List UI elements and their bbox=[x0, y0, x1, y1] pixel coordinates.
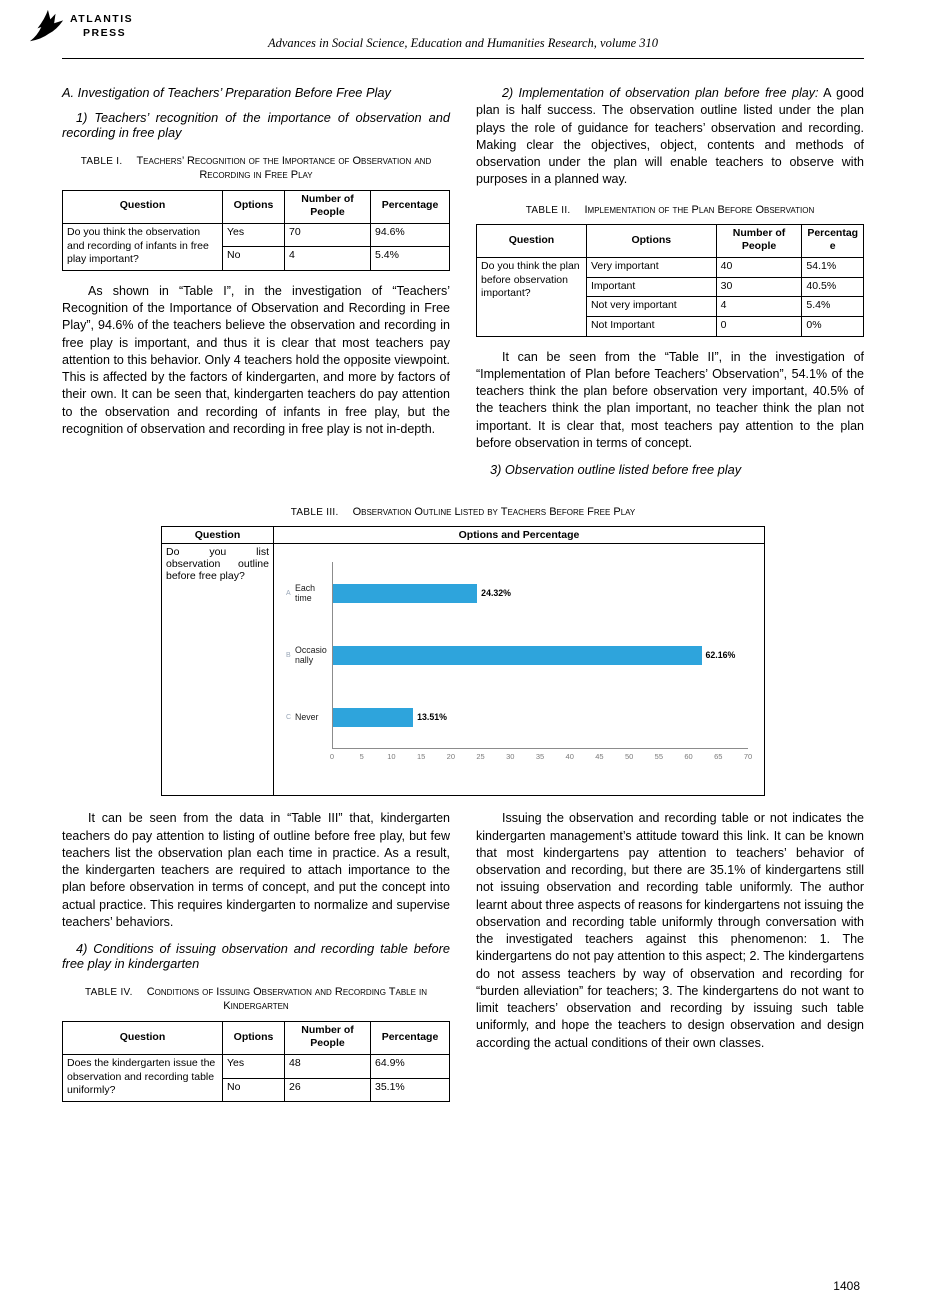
chart-bar bbox=[333, 708, 413, 727]
chart-x-tick: 40 bbox=[565, 752, 574, 762]
logo-line2: PRESS bbox=[83, 27, 127, 40]
table2-number-cell: 0 bbox=[716, 317, 802, 337]
table1-percentage-cell: 5.4% bbox=[371, 247, 450, 270]
table2-number-cell: 40 bbox=[716, 258, 802, 278]
table2-header-options: Options bbox=[586, 224, 716, 257]
chart-category-letter: A bbox=[286, 589, 291, 597]
page-number: 1408 bbox=[833, 1279, 860, 1293]
logo-line1: ATLANTIS bbox=[70, 13, 134, 25]
chart-x-tick: 70 bbox=[743, 752, 753, 762]
chart-value-label: 62.16% bbox=[705, 650, 736, 661]
table1-percentage-cell: 94.6% bbox=[371, 223, 450, 246]
table3-caption-label: TABLE III. bbox=[290, 507, 339, 519]
chart-category-letter: C bbox=[286, 713, 292, 721]
table4-header-options: Options bbox=[223, 1021, 285, 1054]
subsection-2-heading: 2) Implementation of observation plan before free play: bbox=[502, 86, 819, 100]
chart-x-tick: 0 bbox=[329, 752, 335, 762]
subsection-2-text: A good plan is half success. The observation outline listed under the plan plays the role of guidance for teachers’ observation and recording. Making clear the objectives, object, contents and methods of observation under the plan will enable teachers to observe with purposes in a planned way. bbox=[476, 86, 864, 187]
chart-plot bbox=[332, 562, 748, 749]
chart-bar-row bbox=[333, 562, 748, 624]
table4-caption bbox=[68, 985, 444, 1014]
chart-x-tick: 5 bbox=[359, 752, 364, 762]
table1-caption bbox=[68, 154, 444, 183]
left-column-bottom bbox=[62, 810, 450, 1102]
table-row bbox=[63, 1055, 450, 1078]
table4-caption-text: Conditions of Issuing Observation and Recording Table in Kindergarten bbox=[146, 986, 428, 1013]
table-row bbox=[63, 223, 450, 246]
chart-category-name: Occasionally bbox=[295, 645, 327, 666]
subsection-1-heading: 1) Teachers’ recognition of the importance of observation and recording in free play bbox=[62, 110, 450, 140]
chart-axis-spacer bbox=[286, 749, 335, 763]
chart-x-tick: 10 bbox=[387, 752, 396, 762]
table2-caption bbox=[482, 203, 858, 217]
table2-caption-text: Implementation of the Plan Before Observation bbox=[584, 203, 815, 216]
table-3 bbox=[161, 526, 765, 796]
table4-percentage-cell: 64.9% bbox=[371, 1055, 450, 1078]
chart-category-name: Never bbox=[295, 712, 319, 723]
atlantis-press-logo bbox=[28, 8, 133, 46]
table4-number-cell: 26 bbox=[285, 1078, 371, 1101]
chart-x-tick: 20 bbox=[446, 752, 456, 762]
chart-x-tick: 45 bbox=[595, 752, 604, 762]
table-row bbox=[477, 258, 864, 278]
table4-number-cell: 48 bbox=[285, 1055, 371, 1078]
paragraph-sub2 bbox=[476, 85, 864, 189]
table3-block bbox=[161, 505, 765, 796]
table4-header-number: Number of People bbox=[285, 1021, 371, 1054]
chart-x-axis bbox=[329, 749, 753, 763]
chart-axis-row bbox=[286, 749, 753, 763]
chart-x-tick: 50 bbox=[624, 752, 634, 762]
table2-option-cell: Not Important bbox=[586, 317, 716, 337]
chart-bar bbox=[333, 584, 477, 603]
table1-caption-text: Teachers’ Recognition of the Importance of Observation and Recording in Free Play bbox=[136, 155, 432, 182]
paragraph-table1-discussion: As shown in “Table I”, in the investigation of “Teachers’ Recognition of the Importance of Observation and Recording in Free Play”, 94.6% of the teachers believe the observation and recording in free play is important, and thus it is clear that most teachers pay attention to this behavior. Only 4 teachers hold the opposite viewpoint. This is affected by the factors of kindergarten, and more by factors of their own. It can be seen that, kindergarten teachers do pay attention to the observation and recording of infants in free play, but the recognition of observation and recording in free play is not in-depth. bbox=[62, 283, 450, 436]
table2-percentage-cell: 54.1% bbox=[802, 258, 864, 278]
table3-question-cell: Do you list observation outline before free play? bbox=[162, 544, 274, 796]
table4-header-question: Question bbox=[63, 1021, 223, 1054]
table4-question-cell: Does the kindergarten issue the observation and recording table uniformly? bbox=[63, 1055, 223, 1102]
paragraph-issuing-discussion: Issuing the observation and recording table or not indicates the kindergarten management’s attitude toward this link. It can be known that most kindergartens pay attention to teachers’ behavior of observation and recording, but there are 35.1% of kindergartens still not issuing observation and recording table uniformly. The author learnt about three aspects of reasons for kindergartens not issuing the observation and recording table uniformly through conversation with the investigated teachers against this phenomenon: 1. The kindergartens do not pay attention to this aspect; 2. The kindergartens do not assess teachers by way of observation and recording for “burden alleviation” for teachers; 3. The kindergartens do not want to limit teachers’ observation and recording by issuing such table uniformly, and hope the teachers to design observation and design according the actual conditions of their own classes. bbox=[476, 811, 864, 1050]
chart-value-label: 13.51% bbox=[417, 712, 447, 723]
table1-question-cell: Do you think the observation and recording of infants in free play important? bbox=[63, 223, 223, 270]
right-column-bottom bbox=[476, 810, 864, 1102]
chart-category-label bbox=[286, 624, 332, 686]
table3-header-question: Question bbox=[162, 527, 274, 544]
chart-x-tick: 55 bbox=[654, 752, 664, 762]
chart-category-name: Each time bbox=[295, 583, 316, 604]
chart-bar-row bbox=[333, 624, 748, 686]
bar-chart bbox=[278, 546, 760, 789]
table2-option-cell: Important bbox=[586, 277, 716, 297]
table2-number-cell: 4 bbox=[716, 297, 802, 317]
columns-row-1 bbox=[62, 85, 864, 487]
table-2 bbox=[476, 224, 864, 337]
table4-option-cell: Yes bbox=[223, 1055, 285, 1078]
chart-x-tick: 25 bbox=[476, 752, 485, 762]
page-header bbox=[62, 0, 864, 59]
table4-percentage-cell: 35.1% bbox=[371, 1078, 450, 1101]
table1-header-number: Number of People bbox=[285, 190, 371, 223]
paragraph-table3-discussion: It can be seen from the data in “Table III” that, kindergarten teachers do pay attention to listing of outline before free play, but few teachers list the observation plan each time in practice. As a result, the kindergarten teachers are required to attach importance to the plan before observation in terms of concept, and put the concept into actual practice. This requires kindergarten to normalize and supervise teachers’ behaviors. bbox=[62, 811, 450, 929]
chart-value-label: 24.32% bbox=[481, 588, 512, 599]
table4-header-percentage: Percentage bbox=[371, 1021, 450, 1054]
chart-x-tick: 15 bbox=[416, 752, 426, 762]
chart-bar-row bbox=[333, 686, 748, 748]
journal-title: Advances in Social Science, Education and Humanities Research, volume 310 bbox=[267, 36, 659, 50]
table3-caption-text: Observation Outline Listed by Teachers Before Free Play bbox=[352, 506, 636, 519]
chart-main bbox=[286, 562, 748, 749]
chart-category-label bbox=[286, 562, 332, 624]
table-1 bbox=[62, 190, 450, 271]
table4-option-cell: No bbox=[223, 1078, 285, 1101]
right-column-top bbox=[476, 85, 864, 487]
chart-category-letter: B bbox=[286, 651, 291, 659]
table2-number-cell: 30 bbox=[716, 277, 802, 297]
chart-x-tick: 30 bbox=[506, 752, 515, 762]
table1-option-cell: No bbox=[223, 247, 285, 270]
subsection-3-heading: 3) Observation outline listed before free play bbox=[490, 462, 742, 478]
table2-option-cell: Not very important bbox=[586, 297, 716, 317]
table2-question-cell: Do you think the plan before observation important? bbox=[477, 258, 587, 337]
table1-option-cell: Yes bbox=[223, 223, 285, 246]
chart-x-tick: 35 bbox=[535, 752, 545, 762]
table2-percentage-cell: 40.5% bbox=[802, 277, 864, 297]
table2-caption-label: TABLE II. bbox=[525, 204, 571, 216]
subsection-4-heading: 4) Conditions of issuing observation and recording table before free play in kindergarten bbox=[62, 941, 450, 972]
columns-row-2 bbox=[62, 810, 864, 1102]
table2-percentage-cell: 0% bbox=[802, 317, 864, 337]
chart-category-label bbox=[286, 686, 332, 748]
left-column-top bbox=[62, 85, 450, 487]
paragraph-table2-discussion: It can be seen from the “Table II”, in the investigation of “Implementation of Plan before Teachers’ Observation”, 54.1% of the teachers think the plan before observation very important, 40.5% of the teachers think the plan important, no teacher think the plan not important. It is clear that, most teachers pay attention to the plan before observation in terms of concept. bbox=[476, 349, 864, 450]
table3-chart-cell bbox=[274, 544, 765, 796]
table2-header-percentage: Percentage bbox=[802, 224, 864, 257]
table2-percentage-cell: 5.4% bbox=[802, 297, 864, 317]
atlantis-bird-icon bbox=[28, 8, 66, 46]
table2-header-number: Number of People bbox=[716, 224, 802, 257]
section-a-heading: A. Investigation of Teachers’ Preparation Before Free Play bbox=[62, 85, 391, 100]
table4-caption-label: TABLE IV. bbox=[84, 987, 133, 999]
table1-header-options: Options bbox=[223, 190, 285, 223]
chart-bar bbox=[333, 646, 702, 665]
chart-x-tick: 60 bbox=[684, 752, 693, 762]
chart-category-labels bbox=[286, 562, 332, 749]
table3-header-options: Options and Percentage bbox=[274, 527, 765, 544]
table-4 bbox=[62, 1021, 450, 1102]
table1-number-cell: 4 bbox=[285, 247, 371, 270]
table2-option-cell: Very important bbox=[586, 258, 716, 278]
table2-header-question: Question bbox=[477, 224, 587, 257]
table1-caption-label: TABLE I. bbox=[80, 156, 123, 167]
paper-body bbox=[62, 85, 864, 1102]
table3-caption bbox=[161, 505, 765, 519]
table1-number-cell: 70 bbox=[285, 223, 371, 246]
table-row bbox=[162, 544, 765, 796]
table1-header-percentage: Percentage bbox=[371, 190, 450, 223]
logo-text bbox=[70, 8, 133, 40]
table1-header-question: Question bbox=[63, 190, 223, 223]
chart-x-tick: 65 bbox=[714, 752, 723, 762]
